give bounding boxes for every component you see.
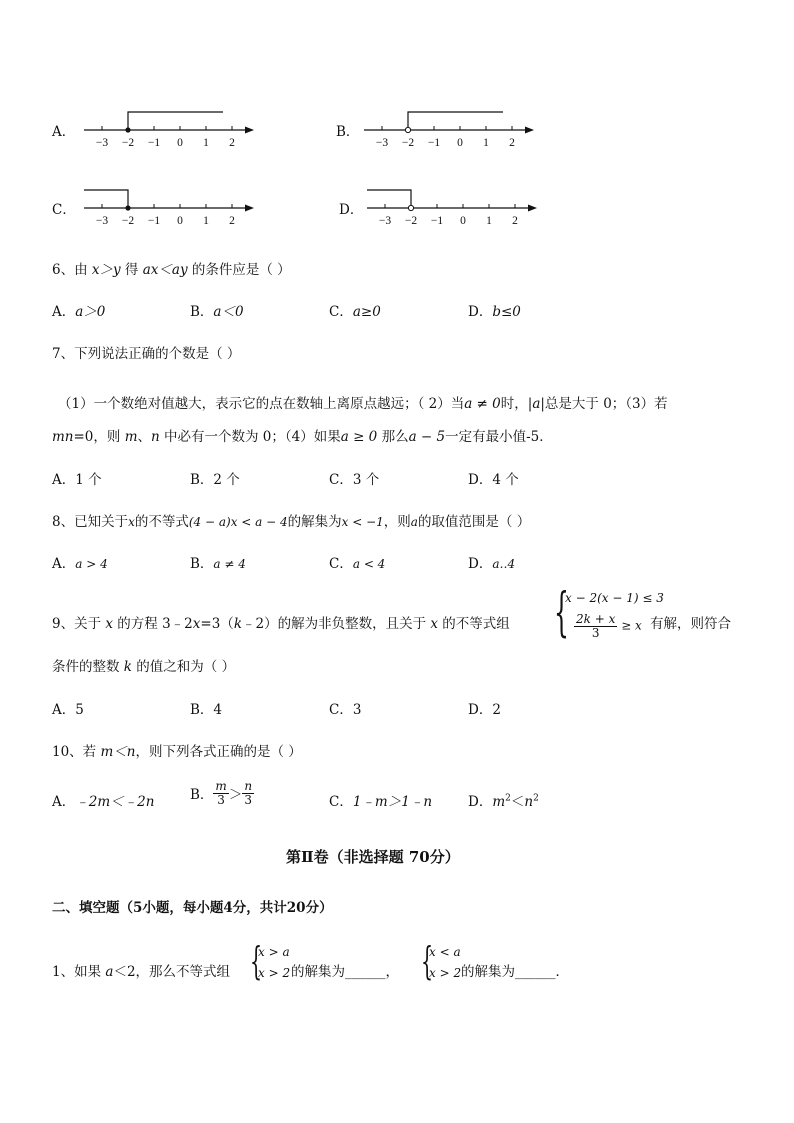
number-line-tick-label: −3 bbox=[378, 215, 392, 227]
number-line-tick-label: 1 bbox=[483, 137, 489, 149]
q9-math: x bbox=[105, 616, 114, 632]
f1-math: a bbox=[105, 964, 114, 980]
exponent: 2 bbox=[533, 793, 539, 804]
option-text: ﹣2m＜﹣2n bbox=[75, 794, 155, 810]
q6-math: x＞y bbox=[91, 262, 121, 278]
q7-text: 、 bbox=[137, 429, 152, 445]
option-letter: B． bbox=[190, 556, 214, 572]
option-text: n bbox=[524, 794, 534, 810]
number-line-tick-label: 2 bbox=[509, 137, 515, 149]
open-dot-icon bbox=[408, 205, 413, 210]
option-text: a＞0 bbox=[75, 304, 106, 320]
q9-text: 9、关于 bbox=[52, 616, 106, 632]
q6-text: 6、由 bbox=[52, 262, 92, 278]
q7-text: （1）一个数绝对值越大，表示它的点在数轴上离原点越远；（ 2）当 bbox=[58, 396, 465, 412]
option-text: a≥0 bbox=[352, 304, 381, 320]
option-text: a > 4 bbox=[75, 557, 108, 571]
q8-math: (4 − a)x < a − 4 bbox=[188, 515, 288, 529]
option-text: 1﹣m＞1﹣n bbox=[352, 794, 433, 810]
exponent: 2 bbox=[505, 793, 511, 804]
option-letter: D． bbox=[468, 472, 493, 488]
q9-math: k bbox=[233, 616, 242, 632]
option-letter: D． bbox=[468, 702, 493, 718]
number-line-tick-label: −2 bbox=[404, 215, 418, 227]
q10-option-a[interactable] bbox=[52, 790, 154, 810]
f1-system-1-line-2: x > 2 bbox=[258, 966, 291, 980]
left-brace-icon: { bbox=[554, 583, 569, 643]
q7-text: 总是大于 0；（3）若 bbox=[544, 396, 668, 412]
q7-math: a ≥ 0 bbox=[340, 429, 378, 445]
q9-option-a[interactable] bbox=[52, 698, 84, 718]
solution-region-line bbox=[84, 190, 128, 208]
q9-text: 的值之和为（ ） bbox=[131, 659, 236, 675]
q10-option-d[interactable] bbox=[468, 790, 539, 810]
q7-math: m bbox=[124, 429, 138, 445]
q10-option-b[interactable] bbox=[190, 780, 254, 806]
fraction-m-over-3 bbox=[213, 780, 228, 806]
q7-math: n bbox=[151, 429, 160, 445]
q8-math: x < −1 bbox=[341, 515, 384, 529]
q7-math: a ≠ 0 bbox=[464, 396, 501, 412]
q7-option-b[interactable] bbox=[190, 468, 240, 488]
number-line-tick-label: 1 bbox=[486, 215, 492, 227]
option-letter: C． bbox=[329, 794, 353, 810]
q6-option-a[interactable] bbox=[52, 300, 105, 320]
arrow-right-icon bbox=[245, 205, 254, 212]
q9-option-c[interactable] bbox=[329, 698, 361, 718]
q7-text: 时， bbox=[500, 396, 528, 412]
number-line-tick-label: −3 bbox=[95, 215, 109, 227]
option-letter: B． bbox=[190, 304, 214, 320]
numberline-option-a bbox=[82, 108, 262, 156]
q6-math: ax＜ay bbox=[142, 262, 188, 278]
f1-system-1-line-1: x > a bbox=[258, 945, 290, 959]
q9-text: =3（ bbox=[200, 616, 234, 632]
option-letter: C． bbox=[329, 702, 353, 718]
solution-region-line bbox=[367, 190, 411, 208]
q10-text: 10、若 bbox=[52, 744, 101, 760]
option-letter: C． bbox=[329, 556, 353, 572]
numberline-option-d bbox=[365, 186, 545, 234]
q10-option-c[interactable] bbox=[329, 790, 432, 810]
q6-option-c[interactable] bbox=[329, 300, 381, 320]
filled-dot-icon bbox=[125, 127, 130, 132]
option-letter: A． bbox=[52, 304, 76, 320]
question-6-stem bbox=[52, 258, 291, 278]
q10-math: m＜n bbox=[100, 744, 136, 760]
numberline-option-c-letter: C． bbox=[52, 202, 76, 218]
fill-in-1-mid: 的解集为______， bbox=[291, 964, 399, 980]
q10-text: ，则下列各式正确的是（ ） bbox=[135, 744, 302, 760]
option-text: a‥4 bbox=[492, 557, 516, 571]
number-line-tick-label: −1 bbox=[147, 137, 161, 149]
option-text: 4 bbox=[213, 702, 223, 718]
fill-in-1-end: 的解集为______． bbox=[461, 964, 569, 980]
solution-region-line bbox=[128, 112, 223, 130]
number-line-tick-label: −1 bbox=[430, 215, 444, 227]
q7-text: =0，则 bbox=[73, 429, 125, 445]
fill-in-1-start bbox=[52, 960, 230, 980]
numberline-option-a-letter: A． bbox=[52, 124, 76, 140]
option-text: a ≠ 4 bbox=[213, 557, 246, 571]
q6-option-b[interactable] bbox=[190, 300, 244, 320]
option-letter: A． bbox=[52, 794, 76, 810]
f1-system-2-line-2: x > 2 bbox=[429, 966, 462, 980]
option-letter: C． bbox=[329, 472, 353, 488]
q7-math: mn bbox=[52, 429, 74, 445]
arrow-right-icon bbox=[245, 127, 254, 134]
number-line-tick-label: −2 bbox=[121, 215, 135, 227]
q8-text: 的取值范围是（ ） bbox=[417, 514, 531, 530]
question-9-line-2 bbox=[52, 655, 235, 675]
q7-text: 中必有一个数为 0；（4）如果 bbox=[159, 429, 341, 445]
q8-text: 的解集为 bbox=[287, 514, 342, 530]
q9-option-d[interactable] bbox=[468, 698, 501, 718]
filled-dot-icon bbox=[125, 205, 130, 210]
q9-text: 的不等式组 bbox=[438, 616, 510, 632]
option-text: 1 个 bbox=[75, 472, 102, 488]
q9-math: x bbox=[430, 616, 439, 632]
fraction-numerator: n bbox=[244, 779, 253, 793]
arrow-right-icon bbox=[528, 205, 537, 212]
number-line-tick-label: 1 bbox=[203, 215, 209, 227]
option-text: 5 bbox=[75, 702, 84, 718]
q9-math: k bbox=[123, 659, 132, 675]
q6-text: 的条件应是（ ） bbox=[187, 262, 291, 278]
q8-math: a bbox=[410, 515, 418, 529]
section-heading-fill-in: 二、填空题（5小题，每小题4分，共计20分） bbox=[52, 900, 333, 916]
number-line-tick-label: −3 bbox=[375, 137, 389, 149]
option-letter: A． bbox=[52, 702, 76, 718]
number-line-tick-label: 2 bbox=[512, 215, 518, 227]
q9-text: ﹣2）的解为非负整数，且关于 bbox=[242, 616, 431, 632]
q9-text: 条件的整数 bbox=[52, 659, 124, 675]
option-letter: D． bbox=[468, 304, 493, 320]
q6-option-d[interactable] bbox=[468, 300, 521, 320]
q8-option-b[interactable] bbox=[190, 552, 246, 572]
left-brace-icon: { bbox=[250, 939, 263, 983]
number-line-tick-label: 1 bbox=[203, 137, 209, 149]
option-letter: A． bbox=[52, 472, 76, 488]
q9-math: x bbox=[192, 616, 201, 632]
option-text: 2 个 bbox=[213, 472, 240, 488]
fraction-denominator: 3 bbox=[244, 792, 252, 807]
q7-option-d[interactable] bbox=[468, 468, 519, 488]
fraction-n-over-3 bbox=[242, 780, 254, 806]
f1-text: 1、如果 bbox=[52, 964, 106, 980]
option-text: 2 bbox=[492, 702, 501, 718]
option-letter: B． bbox=[190, 702, 214, 718]
option-letter: C． bbox=[329, 304, 353, 320]
option-letter: A． bbox=[52, 556, 76, 572]
number-line-tick-label: −1 bbox=[147, 215, 161, 227]
question-7-stem: 7、下列说法正确的个数是（ ） bbox=[52, 346, 241, 362]
open-dot-icon bbox=[405, 127, 410, 132]
q8-text: 8、已知关于 bbox=[52, 514, 129, 530]
q9-inequality-system bbox=[554, 583, 664, 651]
number-line-tick-label: −1 bbox=[427, 137, 441, 149]
number-line-tick-label: −3 bbox=[95, 137, 109, 149]
numberline-option-c bbox=[82, 186, 262, 234]
numberline-option-d-letter: D． bbox=[339, 202, 364, 218]
q7-option-a[interactable] bbox=[52, 468, 102, 488]
q8-text: 的不等式 bbox=[134, 514, 189, 530]
f1-system-1 bbox=[250, 939, 294, 984]
option-text: m bbox=[492, 794, 506, 810]
option-operator: ＜ bbox=[510, 794, 525, 810]
fraction-numerator: m bbox=[215, 779, 227, 793]
solution-region-line bbox=[408, 112, 503, 130]
q8-option-a[interactable] bbox=[52, 552, 108, 572]
f1-text: ＜2，那么不等式组 bbox=[113, 964, 231, 980]
q7-math: a − 5 bbox=[408, 429, 446, 445]
option-operator: ＞ bbox=[228, 787, 243, 804]
left-brace-icon: { bbox=[421, 939, 434, 983]
q8-math: x bbox=[128, 515, 135, 529]
option-letter: B． bbox=[190, 787, 214, 804]
q6-text: 得 bbox=[120, 262, 143, 278]
option-text: a＜0 bbox=[213, 304, 244, 320]
arrow-right-icon bbox=[525, 127, 534, 134]
q9-system-rhs: ≥ x bbox=[621, 618, 642, 633]
q7-math: |a| bbox=[527, 396, 545, 412]
number-line-tick-label: 0 bbox=[177, 215, 183, 227]
option-text: a < 4 bbox=[352, 557, 386, 571]
q9-text: 的方程 3﹣2 bbox=[113, 616, 193, 632]
q7-text: 一定有最小值-5． bbox=[445, 429, 553, 445]
option-text: 4 个 bbox=[492, 472, 519, 488]
option-text: 3 bbox=[352, 702, 362, 718]
number-line-tick-label: −2 bbox=[401, 137, 415, 149]
question-8-stem bbox=[52, 510, 530, 530]
option-letter: D． bbox=[468, 794, 493, 810]
fraction-numerator: 2k + x bbox=[576, 612, 616, 626]
question-7-line-2 bbox=[52, 425, 553, 445]
option-letter: B． bbox=[190, 472, 214, 488]
number-line-tick-label: 2 bbox=[229, 215, 235, 227]
numberline-option-b-letter: B． bbox=[336, 124, 360, 140]
question-9-stem-end: 有解，则符合 bbox=[650, 616, 731, 632]
fraction-denominator: 3 bbox=[591, 625, 600, 640]
numberline-option-b bbox=[362, 108, 542, 156]
number-line-tick-label: 0 bbox=[460, 215, 466, 227]
q7-text: 那么 bbox=[377, 429, 409, 445]
question-10-stem bbox=[52, 740, 302, 760]
q8-option-c[interactable] bbox=[329, 552, 385, 572]
option-letter: D． bbox=[468, 556, 493, 572]
q7-option-c[interactable] bbox=[329, 468, 379, 488]
q9-system-line-1: x − 2(x − 1) ≤ 3 bbox=[565, 591, 664, 605]
number-line-tick-label: 0 bbox=[457, 137, 463, 149]
question-7-line-1 bbox=[58, 392, 668, 412]
question-9-stem bbox=[52, 612, 510, 632]
q9-system-line-2 bbox=[574, 613, 642, 639]
q9-option-b[interactable] bbox=[190, 698, 222, 718]
part-2-title: 第Ⅱ卷（非选择题 70分） bbox=[286, 848, 460, 866]
number-line-tick-label: 2 bbox=[229, 137, 235, 149]
number-line-tick-label: 0 bbox=[177, 137, 183, 149]
fraction-denominator: 3 bbox=[217, 792, 225, 807]
option-text: 3 个 bbox=[352, 472, 380, 488]
f1-system-2 bbox=[421, 939, 465, 984]
f1-system-2-line-1: x < a bbox=[429, 945, 461, 959]
q8-option-d[interactable] bbox=[468, 552, 515, 572]
option-text: b≤0 bbox=[492, 304, 521, 320]
q8-text: ，则 bbox=[383, 514, 411, 530]
q9-fraction bbox=[574, 613, 617, 639]
number-line-tick-label: −2 bbox=[121, 137, 135, 149]
